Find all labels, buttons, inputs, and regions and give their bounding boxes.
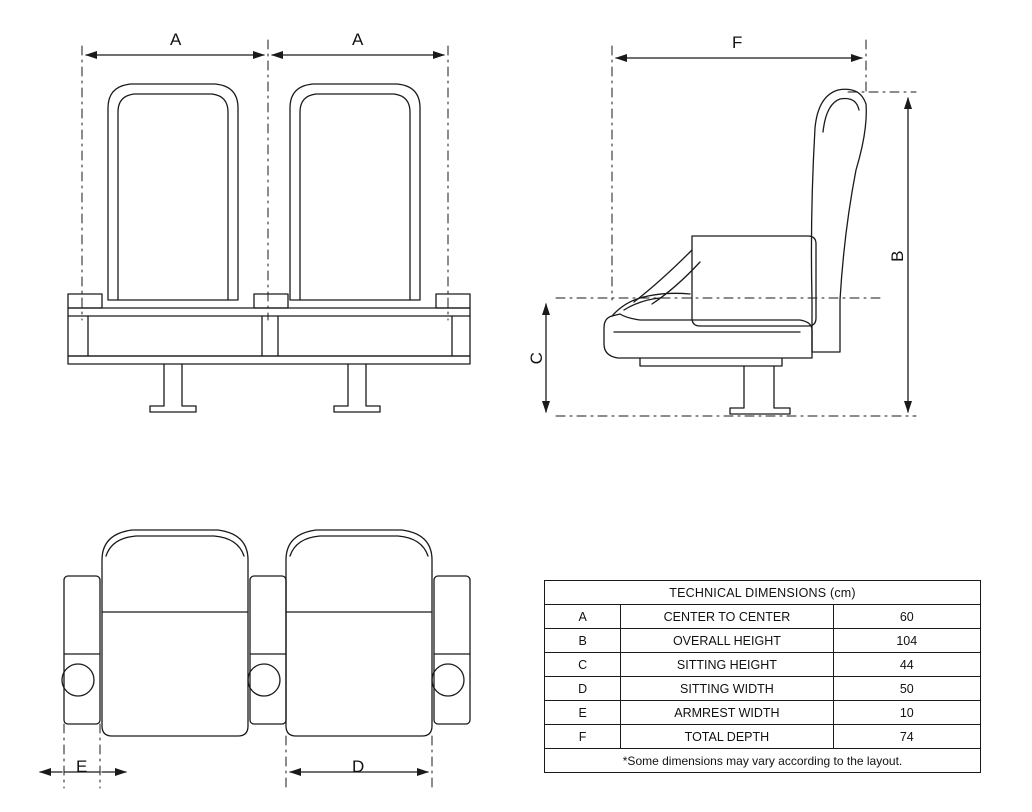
row-value: 74 bbox=[833, 725, 980, 749]
table-title: TECHNICAL DIMENSIONS (cm) bbox=[545, 581, 981, 605]
row-code: F bbox=[545, 725, 621, 749]
dimension-label-a-right: A bbox=[352, 30, 364, 49]
row-name: OVERALL HEIGHT bbox=[621, 629, 833, 653]
row-value: 104 bbox=[833, 629, 980, 653]
row-value: 60 bbox=[833, 605, 980, 629]
top-view bbox=[40, 530, 470, 788]
row-name: CENTER TO CENTER bbox=[621, 605, 833, 629]
dimension-label-c: C bbox=[527, 351, 546, 365]
row-code: C bbox=[545, 653, 621, 677]
front-view bbox=[68, 40, 470, 412]
row-name: ARMREST WIDTH bbox=[621, 701, 833, 725]
table-row bbox=[545, 629, 981, 653]
row-code: E bbox=[545, 701, 621, 725]
row-value: 44 bbox=[833, 653, 980, 677]
table-footnote: *Some dimensions may vary according to the layout. bbox=[545, 749, 981, 773]
row-name: SITTING HEIGHT bbox=[621, 653, 833, 677]
table-title-row bbox=[545, 581, 981, 605]
dimension-label-f: F bbox=[732, 33, 743, 52]
row-code: A bbox=[545, 605, 621, 629]
dimension-label-a-left: A bbox=[170, 30, 182, 49]
dimension-label-e: E bbox=[76, 757, 88, 776]
row-code: D bbox=[545, 677, 621, 701]
row-name: TOTAL DEPTH bbox=[621, 725, 833, 749]
table-row bbox=[545, 677, 981, 701]
side-view bbox=[546, 40, 916, 416]
table-body bbox=[545, 581, 981, 773]
row-value: 50 bbox=[833, 677, 980, 701]
table-row bbox=[545, 701, 981, 725]
table-footnote-row bbox=[545, 749, 981, 773]
table-row bbox=[545, 653, 981, 677]
dimension-label-d: D bbox=[352, 757, 365, 776]
row-value: 10 bbox=[833, 701, 980, 725]
row-code: B bbox=[545, 629, 621, 653]
table-row bbox=[545, 605, 981, 629]
row-name: SITTING WIDTH bbox=[621, 677, 833, 701]
technical-dimensions-table bbox=[544, 580, 981, 773]
table-row bbox=[545, 725, 981, 749]
dimension-label-b: B bbox=[888, 250, 907, 262]
